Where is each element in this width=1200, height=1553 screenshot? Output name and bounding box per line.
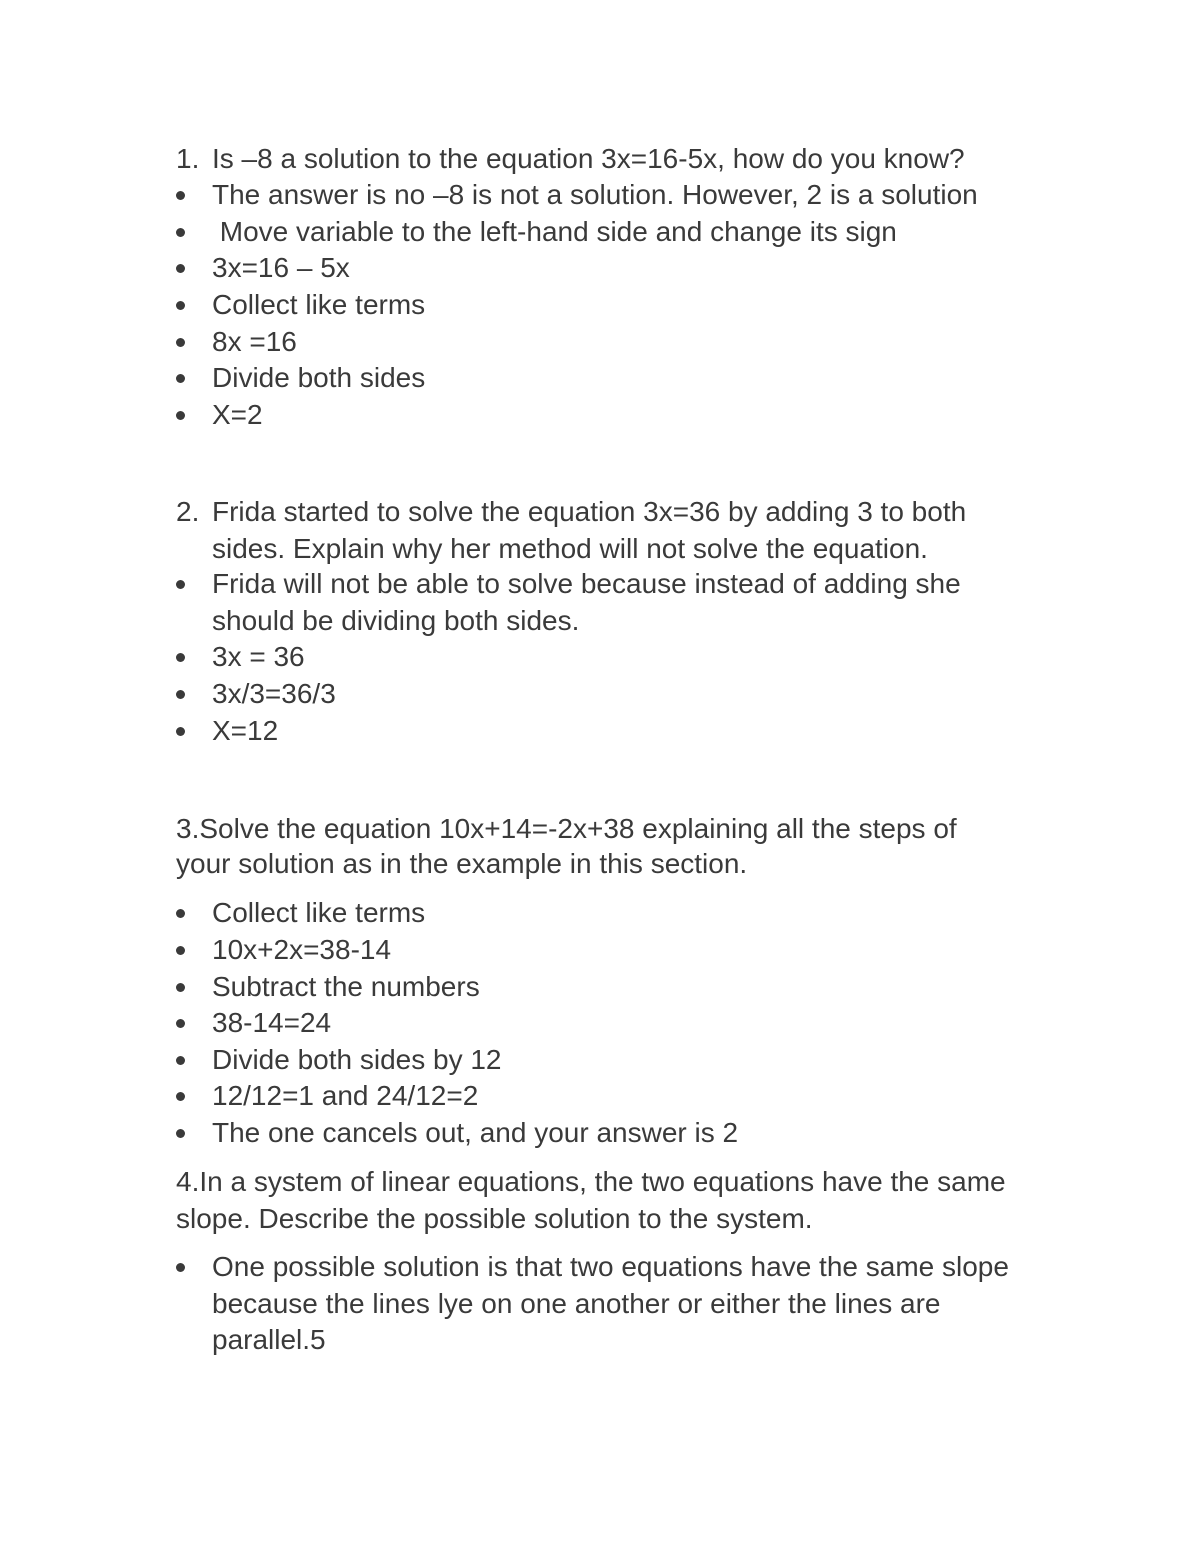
bullet-icon — [176, 727, 185, 736]
bullet-icon — [176, 1092, 185, 1101]
bullet-icon — [176, 690, 185, 699]
q1-bullet: Collect like terms — [212, 289, 426, 320]
q1-bullet: Move variable to the left-hand side and change its sign — [212, 216, 897, 247]
q1-bullet: The answer is no –8 is not a solution. However, 2 is a solution — [212, 179, 978, 210]
q2-question-line: Frida started to solve the equation 3x=36 by adding 3 to both — [212, 496, 967, 527]
q3-bullet: 10x+2x=38-14 — [212, 934, 392, 965]
bullet-icon — [176, 653, 185, 662]
q3-question-line: your solution as in the example in this section. — [176, 848, 748, 879]
bullet-icon — [176, 1056, 185, 1065]
bullet-icon — [176, 264, 185, 273]
bullet-icon — [176, 228, 185, 237]
bullet-icon — [176, 374, 185, 383]
bullet-icon — [176, 191, 185, 200]
bullet-icon — [176, 411, 185, 420]
q3-bullet: Collect like terms — [212, 897, 426, 928]
q2-answer-line: should be dividing both sides. — [212, 605, 580, 636]
q2-answer-line: Frida will not be able to solve because instead of adding she — [212, 568, 961, 599]
q3-bullet: The one cancels out, and your answer is 2 — [212, 1117, 739, 1148]
q2-number: 2. — [176, 496, 200, 527]
bullet-icon — [176, 338, 185, 347]
q4-answer-line: because the lines lye on one another or either the lines are — [212, 1288, 941, 1319]
bullet-icon — [176, 580, 185, 589]
bullet-icon — [176, 1019, 185, 1028]
q3-question-line: 3.Solve the equation 10x+14=-2x+38 explaining all the steps of — [176, 813, 957, 844]
bullet-icon — [176, 983, 185, 992]
q4-answer-line: parallel.5 — [212, 1324, 326, 1355]
q1-question: Is –8 a solution to the equation 3x=16-5x, how do you know? — [212, 143, 965, 174]
q3-bullet: Subtract the numbers — [212, 971, 480, 1002]
q1-bullet: X=2 — [212, 399, 263, 430]
bullet-icon — [176, 1263, 185, 1272]
q3-bullet: 38-14=24 — [212, 1007, 332, 1038]
bullet-icon — [176, 946, 185, 955]
q4-question-line: 4.In a system of linear equations, the two equations have the same — [176, 1166, 1006, 1197]
q1-bullet: 8x =16 — [212, 326, 297, 357]
q3-bullet: Divide both sides by 12 — [212, 1044, 502, 1075]
q2-bullet: 3x/3=36/3 — [212, 678, 336, 709]
q2-question-line: sides. Explain why her method will not solve the equation. — [212, 533, 928, 564]
bullet-icon — [176, 1129, 185, 1138]
q4-answer-line: One possible solution is that two equations have the same slope — [212, 1251, 1009, 1282]
q2-bullet: X=12 — [212, 715, 279, 746]
q3-bullet: 12/12=1 and 24/12=2 — [212, 1080, 479, 1111]
q1-bullet: 3x=16 – 5x — [212, 252, 350, 283]
q4-question-line: slope. Describe the possible solution to the system. — [176, 1203, 813, 1234]
bullet-icon — [176, 909, 185, 918]
q2-bullet: 3x = 36 — [212, 641, 305, 672]
q1-bullet: Divide both sides — [212, 362, 426, 393]
q1-number: 1. — [176, 143, 200, 174]
bullet-icon — [176, 301, 185, 310]
